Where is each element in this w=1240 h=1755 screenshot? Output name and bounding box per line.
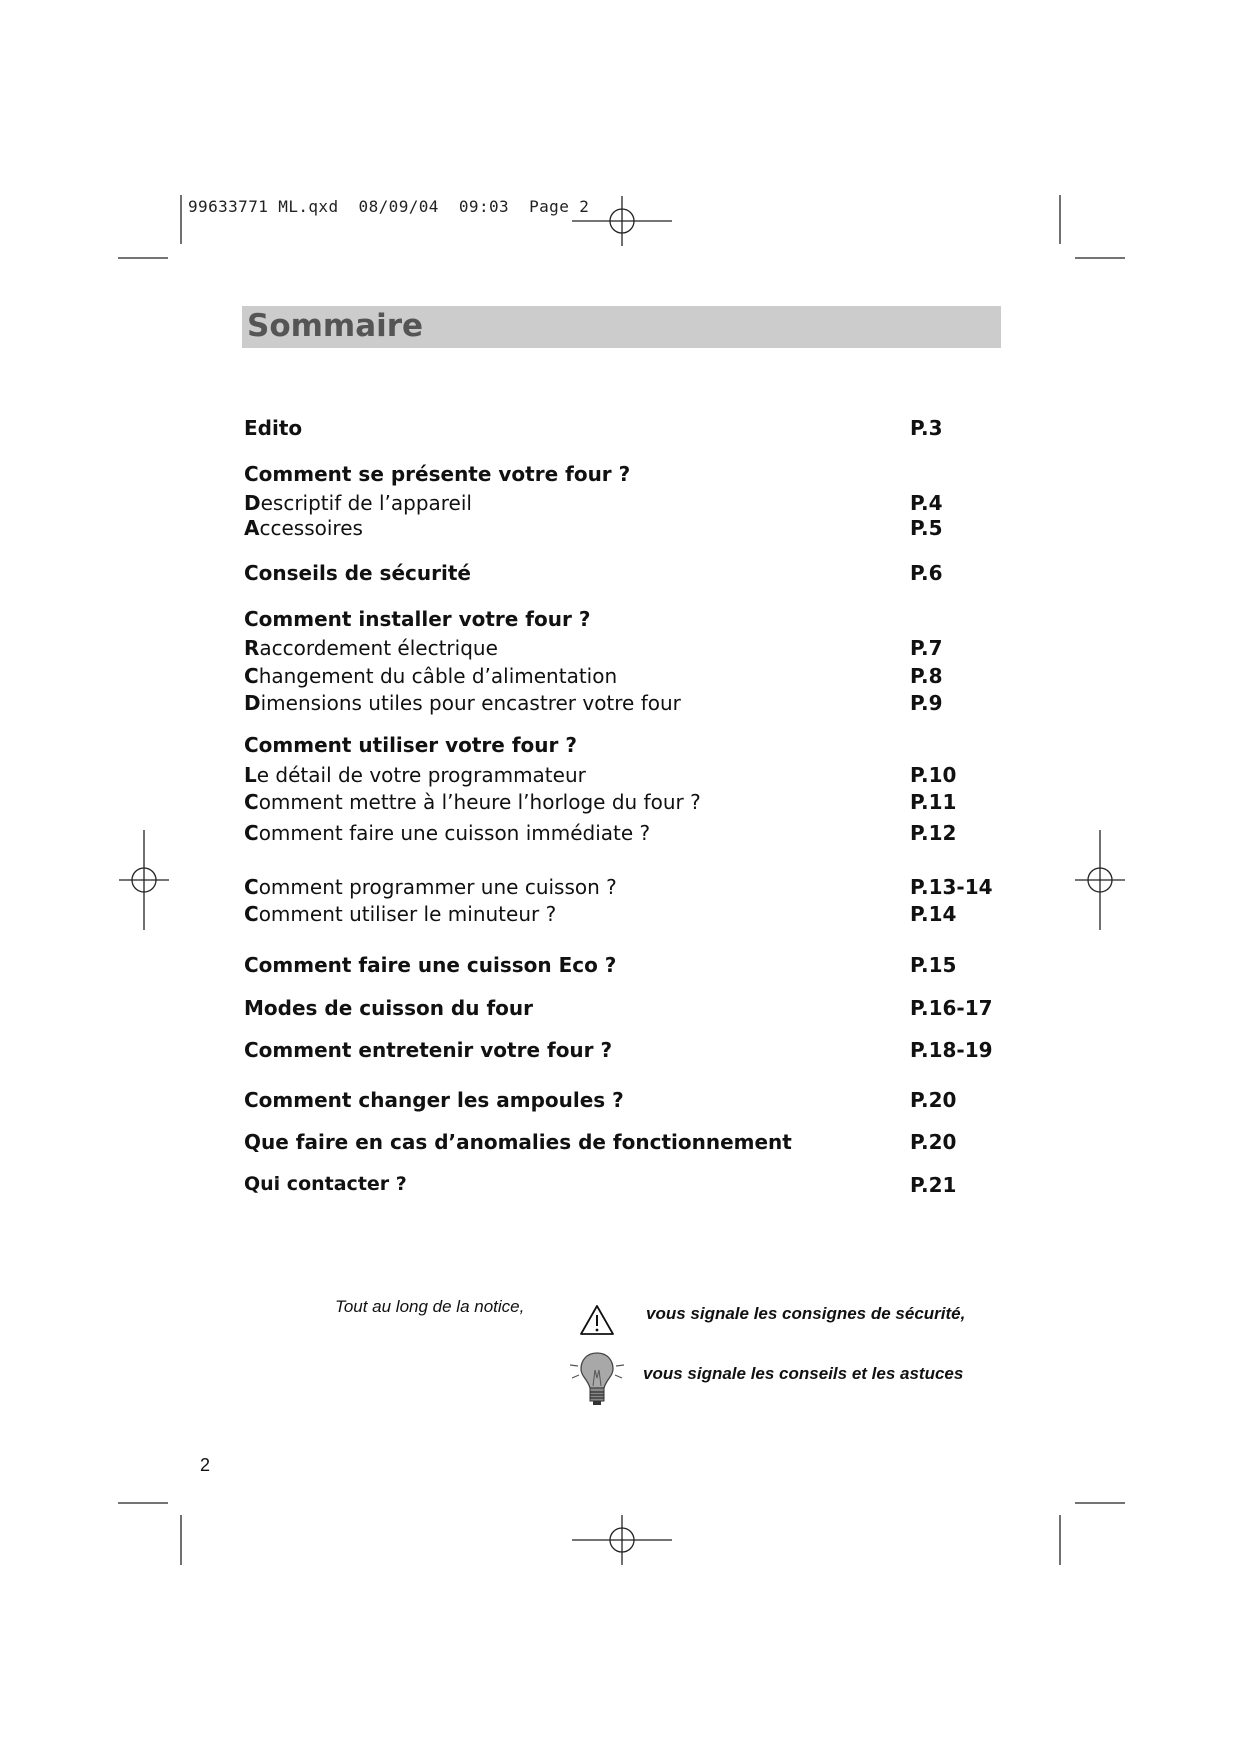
toc-page: P.20: [910, 1088, 957, 1112]
toc-page: P.11: [910, 790, 957, 814]
toc-page: P.10: [910, 763, 957, 787]
toc-label: Comment entretenir votre four ?: [244, 1038, 613, 1062]
toc-label: Comment mettre à l’heure l’horloge du four ?: [244, 790, 701, 814]
lightbulb-icon: [566, 1348, 628, 1410]
warning-icon: [578, 1303, 616, 1337]
toc-label: Changement du câble d’alimentation: [244, 664, 618, 688]
legend-warning: vous signale les consignes de sécurité,: [646, 1304, 966, 1323]
toc-page: P.4: [910, 491, 943, 515]
toc-page: P.21: [910, 1173, 957, 1197]
toc-label: Edito: [244, 416, 303, 440]
toc-page: P.9: [910, 691, 943, 715]
toc-label: Comment utiliser le minuteur ?: [244, 902, 557, 926]
toc-label: Comment se présente votre four ?: [244, 462, 631, 486]
toc-page: P.6: [910, 561, 943, 585]
toc-page: P.15: [910, 953, 957, 977]
toc-label: Raccordement électrique: [244, 636, 498, 660]
toc-page: P.16-17: [910, 996, 993, 1020]
toc-label: Dimensions utiles pour encastrer votre four: [244, 691, 681, 715]
toc-page: P.3: [910, 416, 943, 440]
toc-label: Comment installer votre four ?: [244, 607, 591, 631]
toc-page: P.20: [910, 1130, 957, 1154]
toc-label: Le détail de votre programmateur: [244, 763, 586, 787]
file-slug: 99633771 ML.qxd 08/09/04 09:03 Page 2: [188, 197, 590, 216]
toc-page: P.8: [910, 664, 943, 688]
toc-page: P.5: [910, 516, 943, 540]
legend-intro: Tout au long de la notice,: [335, 1297, 525, 1316]
page-number: 2: [200, 1455, 211, 1475]
toc-label: Descriptif de l’appareil: [244, 491, 472, 515]
toc-label: Modes de cuisson du four: [244, 996, 533, 1020]
page-title: Sommaire: [247, 308, 424, 344]
toc-page: P.14: [910, 902, 957, 926]
toc-label: Qui contacter ?: [244, 1173, 407, 1195]
toc-label: Accessoires: [244, 516, 363, 540]
legend-tip: vous signale les conseils et les astuces: [643, 1364, 964, 1383]
toc-page: P.13-14: [910, 875, 993, 899]
toc-label: Comment faire une cuisson Eco ?: [244, 953, 617, 977]
toc-page: P.18-19: [910, 1038, 993, 1062]
toc-label: Comment faire une cuisson immédiate ?: [244, 821, 651, 845]
toc-label: Que faire en cas d’anomalies de fonctionnement: [244, 1130, 792, 1154]
toc-page: P.12: [910, 821, 957, 845]
toc-label: Comment utiliser votre four ?: [244, 733, 577, 757]
toc-label: Comment changer les ampoules ?: [244, 1088, 624, 1112]
title-bar: [242, 306, 1001, 348]
toc-label: Conseils de sécurité: [244, 561, 471, 585]
toc-label: Comment programmer une cuisson ?: [244, 875, 617, 899]
toc-page: P.7: [910, 636, 943, 660]
